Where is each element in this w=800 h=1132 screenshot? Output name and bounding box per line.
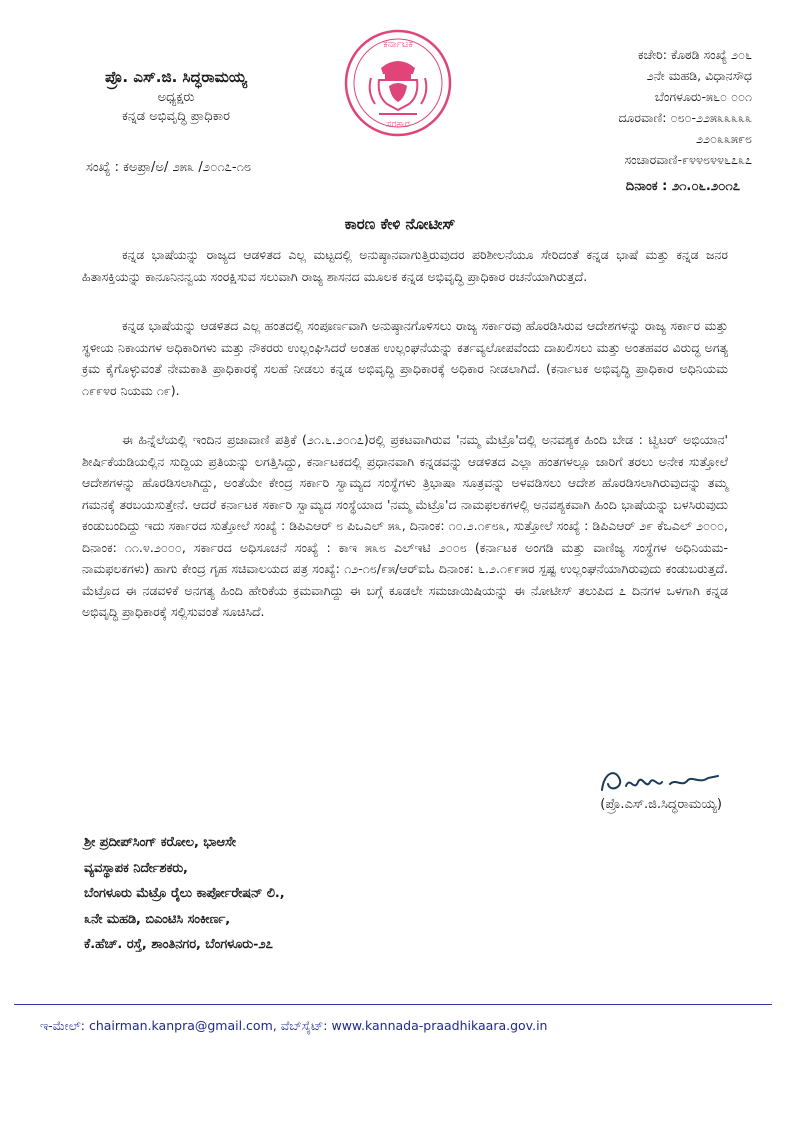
office-address-block [512,44,752,170]
body-paragraph: ಈ ಹಿನ್ನೆಲೆಯಲ್ಲಿ ಇಂದಿನ ಪ್ರಜಾವಾಣಿ ಪತ್ರಿಕೆ (೨೧.೬.೨೦೧೭)ರಲ್ಲಿ ಪ್ರಕಟವಾಗಿರುವ 'ನಮ್ಮ ಮೆಟ್ರೊ'ದಲ್ಲಿ ಅನವಶ್ಯಕ ಹಿಂದಿ ಬೇಡ : ಟ್ವಿಟರ್ ಅಭಿಯಾನ' ಶೀರ್ಷಿಕೆಯಡಿಯಲ್ಲಿನ ಸುದ್ದಿಯ ಪ್ರತಿಯನ್ನು ಲಗತ್ತಿಸಿದ್ದು, ಕರ್ನಾಟಕದಲ್ಲಿ ಪ್ರಧಾನವಾಗಿ ಕನ್ನಡವನ್ನು ಆಡಳಿತದ ಎಲ್ಲಾ ಹಂತಗಳಲ್ಲೂ ಜಾರಿಗೆ ತರಲು ಅನೇಕ ಸುತ್ತೋಲೆ ಆದೇಶಗಳನ್ನು ಹೊರಡಿಸಲಾಗಿದ್ದು, ಅಂತೆಯೇ ಕೇಂದ್ರ ಸರ್ಕಾರಿ ಸ್ವಾಮ್ಯದ ಸಂಸ್ಥೆಗಳು ತ್ರಿಭಾಷಾ ಸೂತ್ರವನ್ನು ಅಳವಡಿಸಲು ಆದೇಶ ಹೊರಡಿಸಲಾಗಿರುವುದನ್ನು ತಮ್ಮ ಗಮನಕ್ಕೆ ತರಬಯಸುತ್ತೇನೆ. ಆದರೆ ಕರ್ನಾಟಕ ಸರ್ಕಾರಿ ಸ್ವಾಮ್ಯದ ಸಂಸ್ಥೆಯಾದ 'ನಮ್ಮ ಮೆಟ್ರೊ'ದ ನಾಮಫಲಕಗಳಲ್ಲಿ ಅನವಶ್ಯಕವಾಗಿ ಹಿಂದಿ ಭಾಷೆಯನ್ನು ಬಳಸಿರುವುದು ಕಂಡುಬಂದಿದ್ದು ಇದು ಸರ್ಕಾರದ ಸುತ್ತೋಲೆ ಸಂಖ್ಯೆ : ಡಿಪಿಎಆರ್ ೮ ಪಿಒಎಲ್ ೫೩, ದಿನಾಂಕ: ೧೦.೨.೧೯೮೩, ಸುತ್ತೋಲೆ ಸಂಖ್ಯೆ : ಡಿಪಿಎಆರ್ ೨೯ ಕೆಒಎಲ್ ೨೦೦೦, ದಿನಾಂಕ: ೧೧.೪.೨೦೦೦, ಸರ್ಕಾರದ ಅಧಿಸೂಚನೆ ಸಂಖ್ಯೆ : ಕಾಇ ೫೩೮ ಎಲ್‌ಇಟಿ ೨೦೦೮ (ಕರ್ನಾಟಕ ಅಂಗಡಿ ಮತ್ತು ವಾಣಿಜ್ಯ ಸಂಸ್ಥೆಗಳ ಅಧಿನಿಯಮ-ನಾಮಫಲಕಗಳು) ಹಾಗು ಕೇಂದ್ರ ಗೃಹ ಸಚಿವಾಲಯದ ಪತ್ರ ಸಂಖ್ಯೆ: ೧೨-೧೮/೯೫/ಆರ್‌ಐಓ ದಿನಾಂಕ: ೬.೨.೧೯೯೫ರ ಸ್ಪಷ್ಟ ಉಲ್ಲಂಘನೆಯಾಗಿರುವುದು ಕಂಡುಬರುತ್ತದೆ. ಮೆಟ್ರೊದ ಈ ನಡವಳಿಕೆ ಅನಗತ್ಯ ಹಿಂದಿ ಹೇರಿಕೆಯ ಕ್ರಮವಾಗಿದ್ದು ಈ ಬಗ್ಗೆ ಕೂಡಲೇ ಸಮಜಾಯಿಷಿಯನ್ನು ಈ ನೋಟೀಸ್ ತಲುಪಿದ ೭ ದಿನಗಳ ಒಳಗಾಗಿ ಕನ್ನಡ ಅಭಿವೃದ್ಧಿ ಪ್ರಾಧಿಕಾರಕ್ಕೆ ಸಲ್ಲಿಸುವಂತೆ ಸೂಚಿಸಿದೆ. [82,432,728,619]
office-phone-line: ೨೨೦೩೩೫೯೮ [695,131,752,146]
recipient-line: ೩ನೇ ಮಹಡಿ, ಬಿಎಂಟಿಸಿ ಸಂಕೀರ್ಣ, [84,911,231,927]
office-mobile-line: ಸಂಚಾರವಾಣಿ-೯೪೪೮೪೪೬೭೩೭ [624,152,752,167]
organization-name: ಕನ್ನಡ ಅಭಿವೃದ್ಧಿ ಪ್ರಾಧಿಕಾರ [121,109,231,124]
letter-date: ದಿನಾಂಕ : ೨೧.೦೬.೨೦೧೭ [625,179,740,194]
reference-number: ಸಂಖ್ಯೆ : ಕಅಪ್ರಾ/ಅ/ ೨೫೩ /೨೦೧೭-೧೮ [86,160,252,175]
svg-text:ಸರಕಾರ: ಸರಕಾರ [386,119,410,130]
office-address-line: ೨ನೇ ಮಹಡಿ, ವಿಧಾನಸೌಧ [646,68,752,83]
footer-contact: ಇ-ಮೇಲ್: chairman.kanpra@gmail.com, ವೆಬ್‌ಸೈಟ್: www.kannada-praadhikaara.gov.in [40,1018,548,1033]
chairman-name: ಪ್ರೊ. ಎಸ್.ಜಿ. ಸಿದ್ಧರಾಮಯ್ಯ [105,68,247,86]
letter-body [82,244,728,651]
chairman-designation: ಅಧ್ಯಕ್ಷರು [157,90,195,105]
recipient-address [84,830,285,958]
office-address-line: ಕಚೇರಿ: ಕೊಠಡಿ ಸಂಖ್ಯೆ ೨೦೬ [637,47,752,62]
handwritten-signature-icon [596,762,726,802]
recipient-line: ಶ್ರೀ ಪ್ರದೀಪ್‌ಸಿಂಗ್ ಕರೋಲ, ಭಾಆಸೇ [84,835,236,850]
office-address-line: ಬೆಂಗಳೂರು-೫೬೦ ೦೦೧ [654,89,752,104]
body-paragraph: ಕನ್ನಡ ಭಾಷೆಯನ್ನು ಆಡಳಿತದ ಎಲ್ಲ ಹಂತದಲ್ಲಿ ಸಂಪೂರ್ಣವಾಗಿ ಅನುಷ್ಠಾನಗೊಳಿಸಲು ರಾಜ್ಯ ಸರ್ಕಾರವು ಹೊರಡಿಸಿರುವ ಆದೇಶಗಳನ್ನು ರಾಜ್ಯ ಸರ್ಕಾರ ಮತ್ತು ಸ್ಥಳೀಯ ನಿಕಾಯಗಳ ಅಧಿಕಾರಿಗಳು ಮತ್ತು ನೌಕರರು ಉಲ್ಲಂಘಿಸಿದರೆ ಅಂತಹ ಉಲ್ಲಂಘನೆಯನ್ನು ಕರ್ತವ್ಯಲೋಪವೆಂದು ದಾಖಲಿಸಲು ಮತ್ತು ಅಂತಹವರ ವಿರುದ್ಧ ಅಗತ್ಯ ಕ್ರಮ ಕೈಗೊಳ್ಳುವಂತೆ ನೇಮಕಾತಿ ಪ್ರಾಧಿಕಾರಕ್ಕೆ ಸಲಹೆ ನೀಡಲು ಕನ್ನಡ ಅಭಿವೃದ್ಧಿ ಪ್ರಾಧಿಕಾರಕ್ಕೆ ಅಧಿಕಾರ ನೀಡಲಾಗಿದೆ. (ಕರ್ನಾಟಕ ಅಭಿವೃದ್ಧಿ ಪ್ರಾಧಿಕಾರ ಅಧಿನಿಯಮ ೧೯೯೪ರ ನಿಯಮ ೧೯). [82,318,728,398]
svg-text:ಕರ್ನಾಟಕ: ಕರ್ನಾಟಕ [383,39,413,50]
recipient-line: ಕೆ.ಹೆಚ್. ರಸ್ತೆ, ಶಾಂತಿನಗರ, ಬೆಂಗಳೂರು-೨೭ [84,937,273,953]
recipient-line: ಬೆಂಗಳೂರು ಮೆಟ್ರೊ ರೈಲು ಕಾರ್ಪೋರೇಷನ್ ಲಿ., [84,886,285,902]
recipient-line: ವ್ಯವಸ್ಥಾಪಕ ನಿರ್ದೇಶಕರು, [84,860,188,876]
body-paragraph: ಕನ್ನಡ ಭಾಷೆಯನ್ನು ರಾಜ್ಯದ ಆಡಳಿತದ ಎಲ್ಲ ಮಟ್ಟದಲ್ಲಿ ಅನುಷ್ಠಾನವಾಗುತ್ತಿರುವುದರ ಪರಿಶೀಲನೆಯೂ ಸೇರಿದಂತೆ ಕನ್ನಡ ಭಾಷೆ ಮತ್ತು ಕನ್ನಡ ಜನರ ಹಿತಾಸಕ್ತಿಯನ್ನು ಕಾನೂನಿನನ್ವಯ ಸಂರಕ್ಷಿಸುವ ಸಲುವಾಗಿ ರಾಜ್ಯ ಶಾಸನದ ಮೂಲಕ ಕನ್ನಡ ಅಭಿವೃದ್ಧಿ ಪ್ರಾಧಿಕಾರ ರಚನೆಯಾಗಿರುತ್ತದೆ. [82,247,728,284]
signer-name: (ಪ್ರೊ.ಎಸ್.ಜಿ.ಸಿದ್ಧರಾಮಯ್ಯ) [600,797,722,812]
notice-title: ಕಾರಣ ಕೇಳಿ ನೋಟೀಸ್ [344,215,456,233]
letterhead-left [56,68,296,124]
office-phone-line: ದೂರವಾಣಿ: ೦೮೦-೨೨೫೩೩೩೩೩ [618,110,752,125]
government-seal-icon [343,28,453,138]
footer-divider [14,1004,772,1005]
